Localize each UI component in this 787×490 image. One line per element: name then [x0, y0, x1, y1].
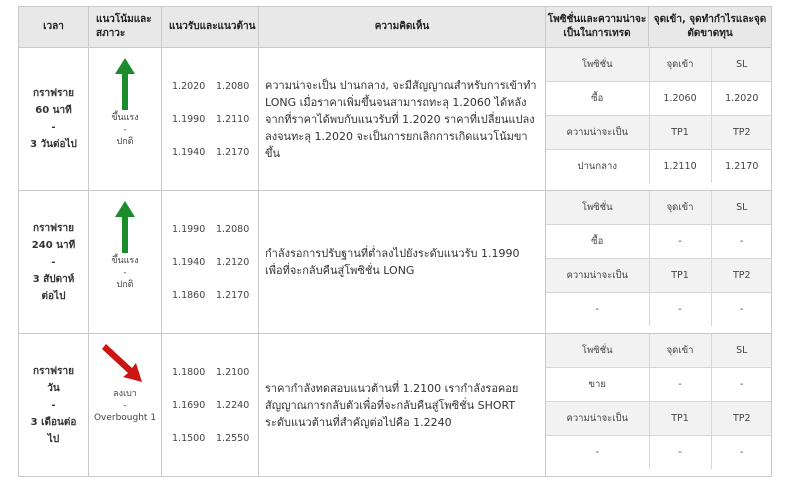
trade-row — [546, 48, 772, 82]
trade-entry-label: จุดเข้า — [649, 191, 711, 225]
trade-entry-value: 1.2060 — [649, 82, 711, 116]
resistance-value: 1.2170 — [216, 289, 250, 301]
trade-row — [546, 116, 772, 150]
period-line: กราฟราย — [33, 222, 74, 234]
trade-cell — [546, 334, 772, 477]
comment-cell: ความน่าจะเป็น ปานกลาง, จะมีสัญญาณสำหรับการเข้าทำ LONG เมื่อราคาเพิ่มขึ้นจนสามารถทะลุ 1.2060 ได้หลังจากที่ราคาได้พบกับแนวรับที่ 1.2020 ราคาที่เปลี่ยนแปลงลงจนทะลุ 1.2020 จะเป็นการยกเลิกการเกิดแนวโน้มขาขึ้น — [259, 48, 546, 191]
support-value: 1.1800 — [172, 366, 206, 378]
period-cell — [19, 191, 89, 334]
down-right-arrow-icon — [102, 344, 148, 386]
trade-row — [546, 191, 772, 225]
header-levels: จุดเข้า, จุดทำกำไรและจุดตัดขาดทุน — [649, 7, 772, 48]
trade-table — [546, 48, 772, 183]
support-value: 1.1940 — [172, 146, 206, 158]
period-line: 60 นาที — [35, 105, 72, 116]
trade-tp1-value: - — [649, 293, 711, 327]
period-line: 3 สัปดาห์ — [32, 273, 75, 285]
trade-tp1-value: - — [649, 436, 711, 470]
trend-separator: - — [123, 125, 127, 135]
table-row — [19, 334, 772, 477]
support-resistance-cell — [162, 48, 259, 191]
period-line: ต่อไป — [41, 290, 66, 302]
trade-probability-value: - — [546, 293, 649, 327]
header-trend: แนวโน้มและสภาวะ — [89, 7, 162, 48]
resistance-value: 1.2110 — [216, 113, 250, 125]
support-value: 1.1690 — [172, 399, 206, 411]
trade-tp1-label: TP1 — [649, 259, 711, 293]
trade-table — [546, 191, 772, 326]
trade-sl-value: - — [711, 368, 772, 402]
trade-tp2-label: TP2 — [711, 259, 772, 293]
period-line: 3 เดือนต่อ — [30, 416, 77, 428]
period-line: กราฟราย — [33, 88, 74, 99]
trade-position-label: โพซิชั่น — [546, 191, 649, 225]
support-resistance-cell — [162, 334, 259, 477]
trade-position-label: โพซิชั่น — [546, 334, 649, 368]
table-row — [19, 191, 772, 334]
resistance-value: 1.2080 — [216, 80, 250, 92]
resistance-value: 1.2240 — [216, 399, 250, 411]
trend-label: ขึ้นแรง — [111, 256, 139, 266]
support-value: 1.1990 — [172, 113, 206, 125]
trade-tp1-value: 1.2110 — [649, 150, 711, 184]
trade-row — [546, 368, 772, 402]
support-value: 1.1940 — [172, 256, 206, 268]
trade-position-value: ขาย — [546, 368, 649, 402]
period-line: 240 นาที — [31, 239, 76, 251]
resistance-value: 1.2550 — [216, 432, 250, 444]
trade-entry-value: - — [649, 368, 711, 402]
trade-table — [546, 334, 772, 469]
trade-position-value: ซื้อ — [546, 82, 649, 116]
trade-row — [546, 436, 772, 470]
trade-sl-value: - — [711, 225, 772, 259]
resistance-value: 1.2120 — [216, 256, 250, 268]
trade-row — [546, 402, 772, 436]
trade-tp2-label: TP2 — [711, 402, 772, 436]
support-value: 1.2020 — [172, 80, 206, 92]
trend-condition: Overbought 1 — [93, 413, 157, 423]
trend-condition: ปกติ — [116, 137, 134, 147]
trade-tp1-label: TP1 — [649, 116, 711, 150]
period-line: ไป — [47, 433, 60, 445]
trade-position-value: ซื้อ — [546, 225, 649, 259]
period-cell — [19, 48, 89, 191]
resistance-value: 1.2100 — [216, 366, 250, 378]
trade-entry-label: จุดเข้า — [649, 48, 711, 82]
trade-sl-label: SL — [711, 48, 772, 82]
support-resistance-cell — [162, 191, 259, 334]
trade-sl-value: 1.2020 — [711, 82, 772, 116]
trade-sl-label: SL — [711, 334, 772, 368]
trade-position-label: โพซิชั่น — [546, 48, 649, 82]
trade-probability-value: ปานกลาง — [546, 150, 649, 184]
comment-cell: กำลังรอการปรับฐานที่ต่ำลงไปยังระดับแนวรับ 1.1990 เพื่อที่จะกลับคืนสู่โพซิชั่น LONG — [259, 191, 546, 334]
header-time: เวลา — [19, 7, 89, 48]
comment-cell: ราคากำลังทดสอบแนวต้านที่ 1.2100 เรากำลังรอคอยสัญญาณการกลับตัวเพื่อที่จะกลับคืนสู่โพซิชั่น SHORT ระดับแนวต้านที่สำคัญต่อไปคือ 1.2240 — [259, 334, 546, 477]
period-line: - — [51, 256, 56, 268]
period-line: - — [51, 122, 56, 133]
trade-tp2-label: TP2 — [711, 116, 772, 150]
trade-tp1-label: TP1 — [649, 402, 711, 436]
trade-row — [546, 293, 772, 327]
trade-row — [546, 150, 772, 184]
up-arrow-icon — [115, 58, 135, 110]
trade-tp2-value: - — [711, 436, 772, 470]
trade-probability-label: ความน่าจะเป็น — [546, 116, 649, 150]
trade-probability-label: ความน่าจะเป็น — [546, 259, 649, 293]
up-arrow-icon — [115, 201, 135, 253]
trade-entry-label: จุดเข้า — [649, 334, 711, 368]
period-line: กราฟราย — [33, 365, 74, 377]
resistance-value: 1.2170 — [216, 146, 250, 158]
trade-probability-value: - — [546, 436, 649, 470]
trade-tp2-value: 1.2170 — [711, 150, 772, 184]
trade-cell — [546, 48, 772, 191]
period-line: วัน — [47, 382, 60, 394]
trade-row — [546, 259, 772, 293]
analysis-table — [18, 6, 772, 477]
header-support-resistance: แนวรับและแนวต้าน — [162, 7, 259, 48]
trend-cell — [89, 48, 162, 191]
trade-row — [546, 82, 772, 116]
trend-label: ขึ้นแรง — [111, 113, 139, 123]
trend-cell — [89, 191, 162, 334]
trade-entry-value: - — [649, 225, 711, 259]
period-cell — [19, 334, 89, 477]
trend-cell — [89, 334, 162, 477]
trade-tp2-value: - — [711, 293, 772, 327]
trend-label: ลงเบา — [113, 389, 137, 399]
trade-row — [546, 334, 772, 368]
support-value: 1.1990 — [172, 223, 206, 235]
trend-separator: - — [123, 401, 127, 411]
support-value: 1.1860 — [172, 289, 206, 301]
period-line: 3 วันต่อไป — [30, 139, 77, 150]
support-value: 1.1500 — [172, 432, 206, 444]
trade-row — [546, 225, 772, 259]
trade-cell — [546, 191, 772, 334]
trade-probability-label: ความน่าจะเป็น — [546, 402, 649, 436]
header-comment: ความคิดเห็น — [259, 7, 546, 48]
trend-separator: - — [123, 268, 127, 278]
trade-sl-label: SL — [711, 191, 772, 225]
header-position: โพซิชั่นและความน่าจะเป็นในการเทรด — [546, 7, 649, 48]
period-line: - — [51, 399, 56, 411]
table-row — [19, 48, 772, 191]
trend-condition: ปกติ — [116, 280, 134, 290]
resistance-value: 1.2080 — [216, 223, 250, 235]
